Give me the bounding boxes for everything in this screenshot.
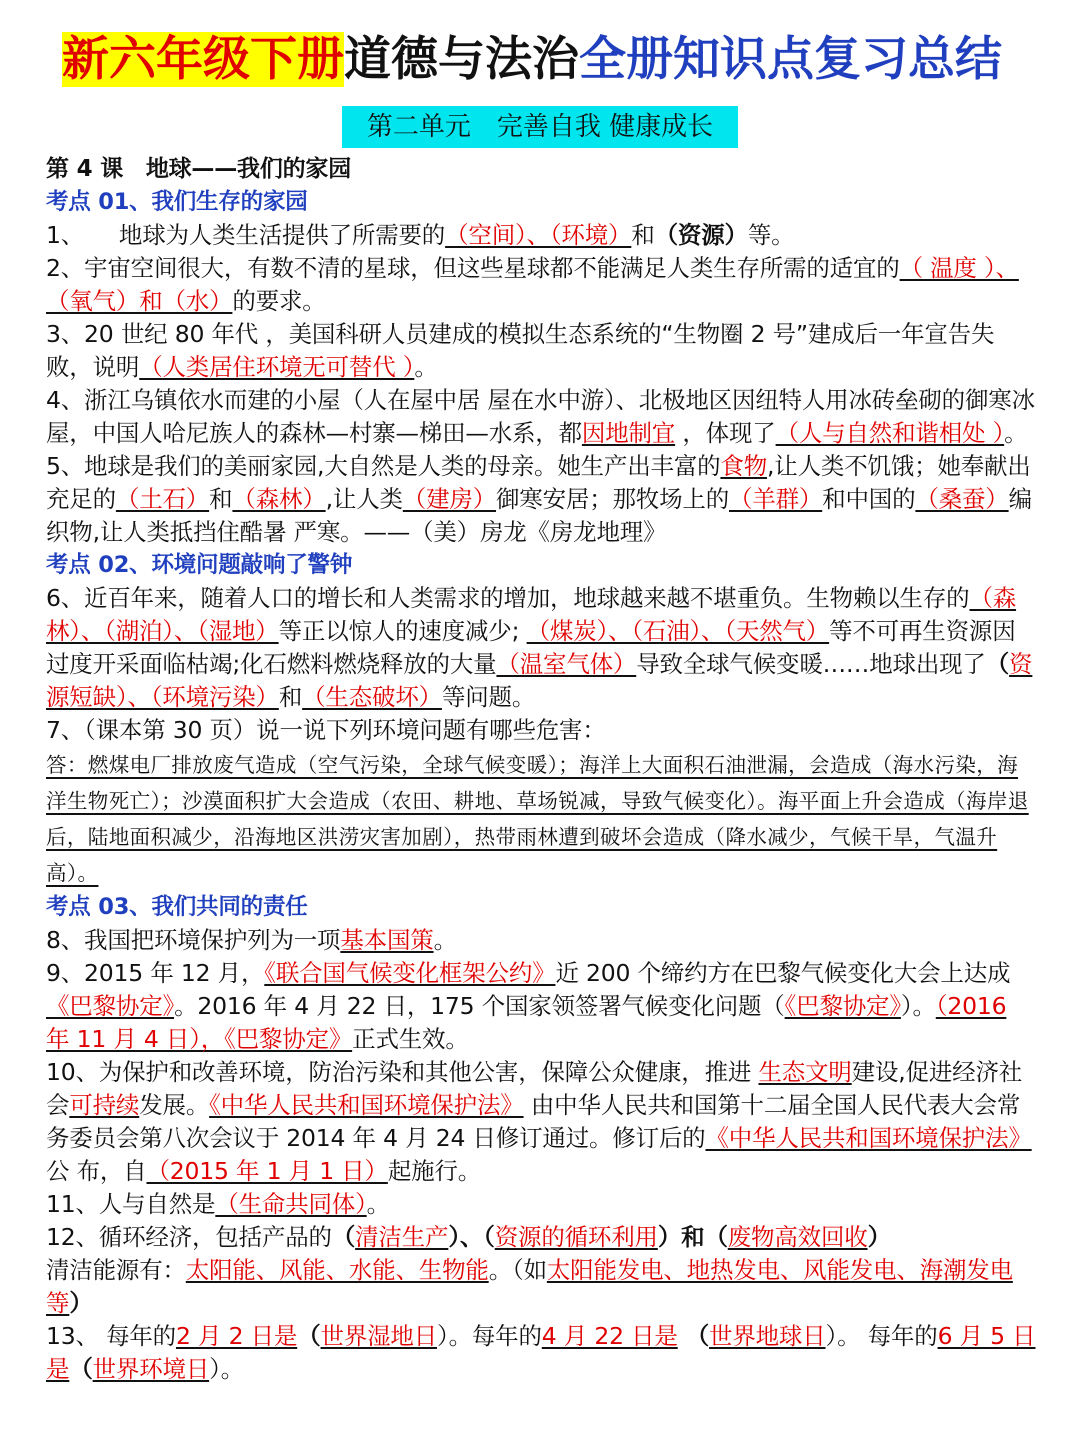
- answer: 食物: [720, 452, 768, 480]
- answer: 基本国策: [340, 926, 434, 954]
- answer: 可持续: [69, 1091, 140, 1119]
- item-text: 7、（课本第 30 页）说一说下列环境问题有哪些危害：: [46, 716, 606, 744]
- item-10: [46, 1056, 1036, 1188]
- item-text: 。（如: [488, 1256, 547, 1284]
- item-text: 。: [433, 926, 457, 954]
- bracket: （: [985, 650, 1010, 678]
- item-text: 2、宇宙空间很大，有数不清的星球，但这些星球都不能满足人类生存所需的适宜的: [46, 254, 900, 282]
- answer: （人与自然和谐相处 ）: [775, 419, 1005, 447]
- item-1: [46, 219, 1036, 252]
- item-text: 和: [278, 683, 303, 711]
- title-highlight: 新六年级下册: [62, 32, 344, 87]
- item-text: ）。: [900, 992, 936, 1020]
- item-4: [46, 384, 1036, 450]
- answer: （森林）: [232, 485, 326, 513]
- answer: （生态破坏）: [302, 683, 442, 711]
- answer: 2 月 2 日是: [175, 1322, 298, 1350]
- item-text: 近 200 个缔约方在巴黎气候变化大会上达成: [555, 959, 1011, 987]
- answer: 生态文明: [758, 1058, 852, 1086]
- key-point-heading-03: 考点 03、我们共同的责任: [46, 894, 308, 920]
- item-7: [46, 714, 1036, 747]
- item-11: [46, 1188, 1036, 1221]
- title-summary: 全册知识点复习总结: [579, 32, 1002, 87]
- item-text: 12、循环经济，包括产品的: [46, 1223, 332, 1251]
- item-text: ）。: [209, 1355, 244, 1383]
- item-text: 和中国的: [822, 485, 916, 513]
- item-text: 和: [209, 485, 233, 513]
- item-5: [46, 450, 1036, 549]
- item-text: ,让人类不饥饿；她奉献出充足的: [46, 452, 1031, 513]
- answer: （2016 年 11 月 4 日），《巴黎协定》: [46, 992, 1007, 1053]
- item-text: 。: [414, 353, 438, 381]
- item-9: [46, 957, 1036, 1056]
- answer: 4 月 22 日是: [541, 1322, 678, 1350]
- key-point-heading-02: 考点 02、环境问题敲响了警钟: [46, 552, 353, 578]
- answer: 《中华人民共和国环境保护法》: [705, 1124, 1032, 1152]
- answer: 因地制宜: [581, 419, 676, 447]
- item-text: 清洁能源有：: [46, 1256, 186, 1284]
- item-text: 的要求。: [232, 287, 326, 315]
- answer: 废物高效回收: [727, 1223, 868, 1251]
- answer: 《联合国气候变化框架公约》: [264, 959, 556, 987]
- bracket: （: [297, 1322, 321, 1350]
- bracket: （: [677, 1322, 710, 1350]
- item-text: ）。 每年的: [825, 1322, 938, 1350]
- unit-subtitle: 第二单元 完善自我 健康成长: [342, 106, 738, 148]
- answer: （建房）: [402, 485, 496, 513]
- item-text: 导致全球气候变暖……地球出现了: [636, 650, 986, 678]
- item-text: 5、地球是我们的美丽家园,大自然是人类的母亲。她生产出丰富的: [46, 452, 721, 480]
- item-text: 和: [631, 221, 655, 249]
- key-point-heading-01: 考点 01、我们生存的家园: [46, 189, 308, 215]
- item-text: 3、20 世纪 80 年代 ，美国科研人员建成的模拟生态系统的“生物圈 2 号”建成后一年宣告失败，说明: [46, 320, 995, 381]
- answer: （森林）、（湖泊）、（湿地）: [46, 584, 1017, 645]
- item-text: 1、 地球为人类生活提供了所需要的: [46, 221, 446, 249]
- bracket: ）、（: [448, 1223, 495, 1251]
- answer: （人类居住环境无可替代 ）: [139, 353, 415, 381]
- answer: 资源的循环利用: [494, 1223, 658, 1251]
- item-text: 正式生效。: [352, 1025, 469, 1053]
- item-text: 等正以惊人的速度减少;: [278, 617, 527, 645]
- item-text: ,让人类: [325, 485, 403, 513]
- answer: （生命共同体）: [215, 1190, 367, 1218]
- item-text: 11、人与自然是: [46, 1190, 216, 1218]
- answer: 清洁生产: [355, 1223, 449, 1251]
- item-2: [46, 252, 1036, 318]
- item-text: 。: [366, 1190, 390, 1218]
- title-subject: 道德与法治: [344, 32, 579, 87]
- bracket: ）: [867, 1223, 891, 1251]
- bracket: ）和（: [657, 1223, 728, 1251]
- answer: 太阳能发电、地热发电、风能发电、海潮发电等: [46, 1256, 1013, 1317]
- item-text: 等。: [747, 221, 795, 249]
- item-text: 等问题。: [441, 683, 536, 711]
- item-text: 由中华人民共和国第十二届全国人民代表大会常务委员会第八次会议于 2014 年 4 月 24 日修订通过。修订后的: [46, 1091, 1021, 1152]
- answer: 世界地球日: [709, 1322, 826, 1350]
- item-text: 8、我国把环境保护列为一项: [46, 926, 341, 954]
- item-text: 13、 每年的: [46, 1322, 176, 1350]
- lesson-heading: 第 4 课 地球——我们的家园: [46, 156, 352, 182]
- item-7-answer: 答：燃煤电厂排放废气造成（空气污染，全球气候变暖）；海洋上大面积石油泄漏，会造成（海水污染，海洋生物死亡）；沙漠面积扩大会造成（农田、耕地、草场锐减，导致气候变化）。海平面上升会造成（海岸退后，陆地面积减少，沿海地区洪涝灾害加剧），热带雨林遭到破坏会造成（降水减少，气候干旱，气温升高）。: [46, 753, 1029, 885]
- item-3: [46, 318, 1036, 384]
- item-text: ，体现了: [675, 419, 776, 447]
- item-text: 御寒安居；那牧场上的: [496, 485, 729, 513]
- answer: 《巴黎协定》: [46, 992, 175, 1020]
- bracket: （: [331, 1223, 356, 1251]
- bracket: ）: [69, 1289, 93, 1317]
- bracket: （: [69, 1355, 93, 1383]
- answer: 世界湿地日: [320, 1322, 438, 1350]
- item-text: 9、2015 年 12 月，: [46, 959, 265, 987]
- item-12: [46, 1221, 1036, 1320]
- answer: （2015 年 1 月 1 日）: [146, 1157, 388, 1185]
- item-13: [46, 1320, 1036, 1386]
- answer: （羊群）: [729, 485, 823, 513]
- answer: 6 月 5 日是: [46, 1322, 1036, 1383]
- item-text: 发展。: [139, 1091, 210, 1119]
- item-text: 起施行。: [387, 1157, 482, 1185]
- item-text: 公 布，自: [46, 1157, 147, 1185]
- answer: （土石）: [115, 485, 210, 513]
- item-text: 10、为保护和改善环境，防治污染和其他公害，保障公众健康，推进: [46, 1058, 759, 1086]
- page-title: [62, 22, 1042, 98]
- item-text: 等不可再生资源因过度开采面临枯竭;化石燃料燃烧释放的大量: [46, 617, 1016, 678]
- answer-bold: （资源）: [654, 221, 748, 249]
- answer: 《中华人民共和国环境保护法》: [209, 1091, 524, 1119]
- item-text: 建设,促进经济社会: [46, 1058, 1023, 1119]
- answer: （空间）、（环境）: [445, 221, 632, 249]
- answer: 资源短缺）、（环境污染）: [46, 650, 1033, 711]
- item-text: 4、浙江乌镇依水而建的小屋（人在屋中居 屋在水中游）、北极地区因纽特人用冰砖垒砌的御寒冰屋，中国人哈尼族人的森林—村寨—梯田—水系，都: [46, 386, 1035, 447]
- item-text: ）。每年的: [437, 1322, 542, 1350]
- answer: （ 温度 ）、（氧气）和（水）: [46, 254, 1019, 315]
- item-6: [46, 582, 1036, 714]
- item-text: 。: [1004, 419, 1028, 447]
- item-text: 6、近百年来，随着人口的增长和人类需求的增加，地球越来越不堪重负。生物赖以生存的: [46, 584, 970, 612]
- item-text: 编织物,让人类抵挡住酷暑 严寒。——（美）房龙《房龙地理》: [46, 485, 1032, 546]
- answer: 《巴黎协定》: [784, 992, 901, 1020]
- answer: （煤炭）、（石油）、（天然气）: [526, 617, 830, 645]
- answer: （桑蚕）: [915, 485, 1009, 513]
- answer: 世界环境日: [92, 1355, 210, 1383]
- answer: 太阳能、风能、水能、生物能: [185, 1256, 489, 1284]
- item-text: 。2016 年 4 月 22 日，175 个国家领签署气候变化问题（: [174, 992, 785, 1020]
- answer: （温室气体）: [496, 650, 637, 678]
- document-body: [46, 152, 1036, 1386]
- item-8: [46, 924, 1036, 957]
